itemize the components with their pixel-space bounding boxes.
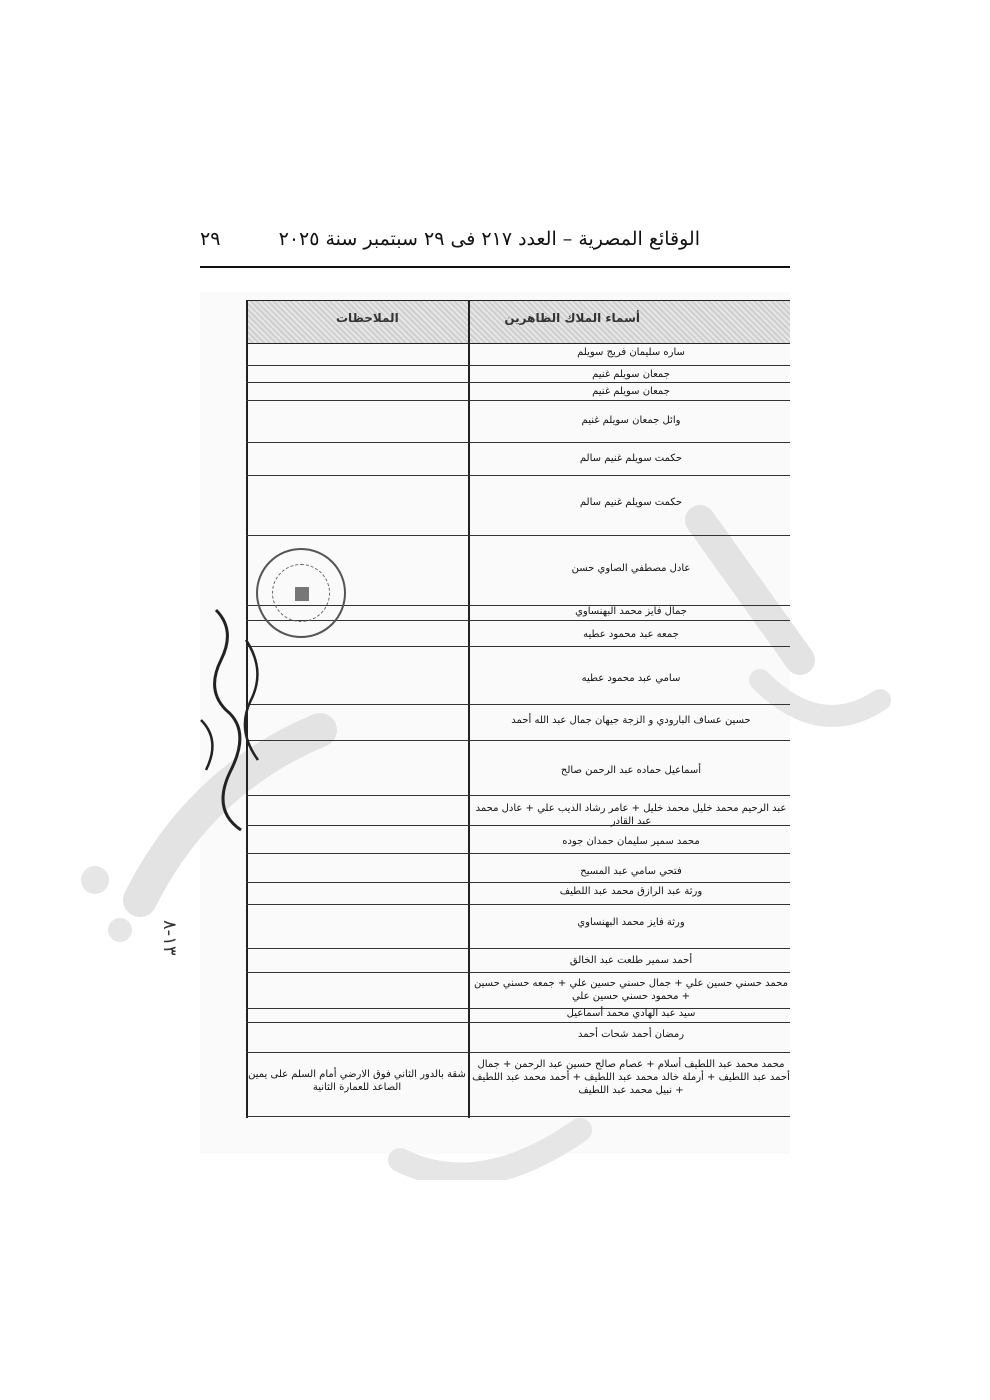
table-row: عادل مصطفي الصاوي حسن [571, 563, 691, 574]
table-row: محمد محمد عبد اللطيف أسلام + عصام صالح حسين عبد الرحمن + جمال أحمد عبد اللطيف + أرملة خالد محمد عبد اللطيف + أحمد محمد عبد اللطيف + نبيل محمد عبد اللطيف [472, 1059, 790, 1096]
table-row: رمضان أحمد شحات أحمد [577, 1029, 685, 1040]
column-header-notes: الملاحظات [336, 311, 399, 325]
table-row: أحمد سمير طلعت عبد الخالق [569, 955, 693, 966]
row-divider [246, 475, 790, 476]
table-row: وائل جمعان سويلم غنيم [581, 415, 681, 426]
row-divider [246, 948, 790, 949]
table-row: ساره سليمان فريج سويلم [577, 347, 685, 358]
table-row: ورثة فايز محمد البهنساوي [577, 917, 685, 928]
row-divider [246, 382, 790, 383]
table-row: حكمت سويلم غنيم سالم [579, 497, 683, 508]
table-row: حكمت سويلم غنيم سالم [579, 453, 683, 464]
table-row: سيد عبد الهادي محمد أسماعيل [566, 1008, 696, 1019]
table-row: محمد حسني حسين علي + جمال حسني حسين علي + جمعه حسني حسين + محمود حسني حسين علي [474, 978, 788, 1002]
row-divider [246, 795, 790, 796]
table-header-row [246, 300, 790, 344]
table-row: جمعان سويلم غنيم [592, 386, 670, 397]
table-row: جمال فايز محمد البهنساوي [575, 606, 687, 617]
row-divider [246, 400, 790, 401]
table-row: ورثة عبد الرازق محمد عبد اللطيف [559, 886, 703, 897]
table-row: محمد سمير سليمان حمدان جوده [562, 836, 700, 847]
table-row: جمعان سويلم غنيم [592, 369, 670, 380]
table-row: سامي عبد محمود عطيه [581, 673, 681, 684]
page-header-title: الوقائع المصرية – العدد ٢١٧ فى ٢٩ سبتمبر سنة ٢٠٢٥ [278, 228, 700, 250]
row-divider [246, 882, 790, 883]
column-header-names: أسماء الملاك الظاهرين [504, 311, 640, 325]
table-row-note: شقة بالدور الثاني فوق الارضي أمام السلم على يمين الصاعد للعمارة الثانية [248, 1069, 466, 1093]
row-divider [246, 1052, 790, 1053]
row-divider [246, 904, 790, 905]
table-bottom-border [246, 1116, 790, 1117]
row-divider [246, 704, 790, 705]
table-row: عبد الرحيم محمد خليل محمد خليل + عامر رشاد الديب علي + عادل محمد عبد القادر [475, 803, 787, 827]
page-number: ٢٩ [200, 228, 221, 250]
column-divider [468, 300, 470, 1118]
table-row: فتحي سامي عبد المسيح [580, 866, 682, 877]
handwritten-signature [196, 600, 276, 840]
table-row: أسماعيل حماده عبد الرحمن صالح [560, 765, 702, 776]
row-divider [246, 740, 790, 741]
row-divider [246, 442, 790, 443]
row-divider [246, 365, 790, 366]
row-divider [246, 535, 790, 536]
row-divider [246, 1022, 790, 1023]
handwritten-margin-date: ١٣-٨ [159, 920, 180, 956]
row-divider [246, 972, 790, 973]
table-row: جمعه عبد محمود عطيه [583, 629, 679, 640]
table-row: حسين عساف البارودي و الزجة جيهان جمال عبد الله أحمد [511, 715, 751, 726]
stamp-emblem [295, 587, 309, 601]
header-rule [200, 266, 790, 268]
stamp-inner-ring [272, 564, 330, 622]
owners-table [246, 300, 790, 1118]
row-divider [246, 853, 790, 854]
row-divider [246, 646, 790, 647]
